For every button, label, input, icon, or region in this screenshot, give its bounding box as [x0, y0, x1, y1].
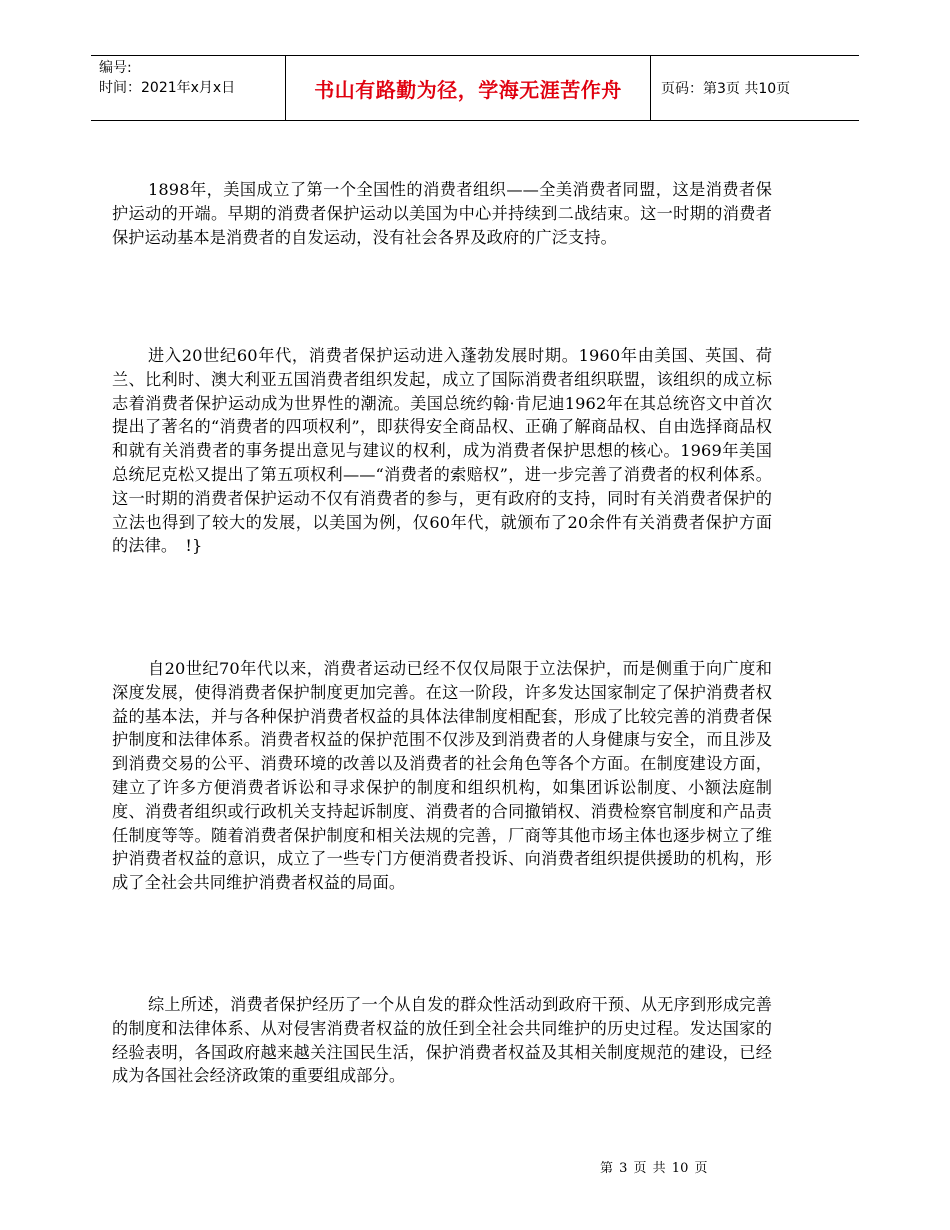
header-meta: [91, 56, 285, 120]
paragraph-3: 自20世纪70年代以来，消费者运动已经不仅仅局限于立法保护，而是侧重于向广度和深度发展，使得消费者保护制度更加完善。在这一阶段，许多发达国家制定了保护消费者权益的基本法，并与各种保护消费者权益的具体法律制度相配套，形成了比较完善的消费者保护制度和法律体系。消费者权益的保护范围不仅涉及到消费者的人身健康与安全，而且涉及到消费交易的公平、消费环境的改善以及消费者的社会角色等各个方面。在制度建设方面，建立了许多方便消费者诉讼和寻求保护的制度和组织机构，如集团诉讼制度、小额法庭制度、消费者组织或行政机关支持起诉制度、消费者的合同撤销权、消费检察官制度和产品责任制度等等。随着消费者保护制度和相关法规的完善，厂商等其他市场主体也逐步树立了维护消费者权益的意识，成立了一些专门方便消费者投诉、向消费者组织提供援助的机构，形成了全社会共同维护消费者权益的局面。: [112, 659, 772, 893]
paragraph-4: 综上所述，消费者保护经历了一个从自发的群众性活动到政府干预、从无序到形成完善的制度和法律体系、从对侵害消费者权益的放任到全社会共同维护的历史过程。发达国家的经验表明，各国政府越来越关注国民生活，保护消费者权益及其相关制度规范的建设，已经成为各国社会经济政策的重要组成部分。: [112, 995, 772, 1086]
header-page-info: 页码：第3页 共10页: [661, 81, 791, 97]
header-motto: 书山有路勤为径，学海无涯苦作舟: [285, 56, 651, 120]
paragraph-1: 1898年，美国成立了第一个全国性的消费者组织——全美消费者同盟，这是消费者保护运动的开端。早期的消费者保护运动以美国为中心并持续到二战结束。这一时期的消费者保护运动基本是消费者的自发运动，没有社会各界及政府的广泛支持。: [112, 180, 772, 247]
page-footer: 第 3 页 共 10 页: [600, 1161, 708, 1176]
document-number-label: 编号:: [99, 60, 132, 76]
document-time-label: 时间：2021年x月x日: [99, 80, 236, 96]
page-header: [91, 55, 859, 121]
paragraph-2: 进入20世纪60年代，消费者保护运动进入蓬勃发展时期。1960年由美国、英国、荷兰、比利时、澳大利亚五国消费者组织发起，成立了国际消费者组织联盟，该组织的成立标志着消费者保护运动成为世界性的潮流。美国总统约翰·肯尼迪1962年在其总统咨文中首次提出了著名的“消费者的四项权利”，即获得安全商品权、正确了解商品权、自由选择商品权和就有关消费者的事务提出意见与建议的权利，成为消费者保护思想的核心。1969年美国总统尼克松又提出了第五项权利——“消费者的索赔权”，进一步完善了消费者的权利体系。这一时期的消费者保护运动不仅有消费者的参与，更有政府的支持，同时有关消费者保护的立法也得到了较大的发展，以美国为例，仅60年代，就颁布了20余件有关消费者保护方面的法律。 !}: [112, 346, 772, 556]
